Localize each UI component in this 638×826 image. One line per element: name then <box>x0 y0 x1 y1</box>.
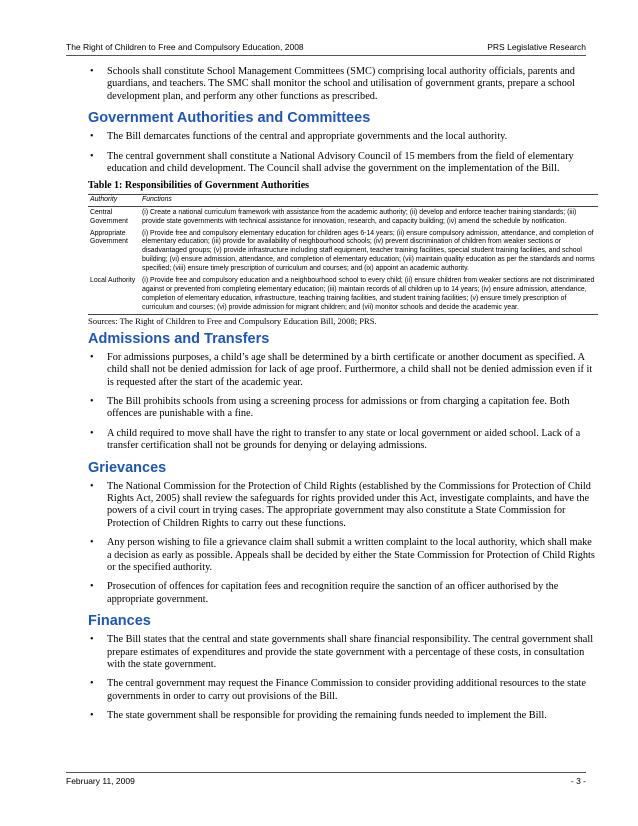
list-item: • For admissions purposes, a child’s age shall be determined by a birth certificate or another document as specified. A child shall not be denied admission for lack of age proof. Furthermore, a child shall not be denied admission even if it is requested after the start of the academic year. <box>88 352 598 389</box>
section-heading-admissions: Admissions and Transfers <box>88 330 270 347</box>
list-item: • Any person wishing to file a grievance claim shall submit a written complaint to the local authority, which shall make a decision as early as possible. Appeals shall be decided by either the State Commission for Protection of Child Rights or the specified authority. <box>88 537 598 574</box>
table-cell-functions: (i) Provide free and compulsory education and a neighbourhood school to every child; (ii) ensure children from weaker sections are not discriminated against or prevented from completing elementary education; (iii) maintain records of all children up to 14 years; (iv) ensure admission, attendance, completion of elementary education, infrastructure, teaching training facilities, and student training facilities; (v) ensure timely prescription of curriculum and courses; (vi) provide admission for migrant children; and (vii) monitor schools and decide the academic year. <box>142 277 595 311</box>
intro-bullet-list <box>88 66 598 103</box>
list-item: • The Bill demarcates functions of the central and appropriate governments and the local authority. <box>88 131 598 143</box>
page-number: - 3 - <box>570 776 586 786</box>
table-caption: Table 1: Responsibilities of Government Authorities <box>88 180 310 192</box>
list-item: • The Bill prohibits schools from using a screening process for admissions or from charging a capitation fee. Both offences are punishable with a fine. <box>88 396 598 421</box>
table-cell-authority: Appropriate Government <box>90 229 128 246</box>
grievances-bullet-list <box>88 481 598 607</box>
table-row <box>88 228 598 276</box>
table-header-functions: Functions <box>140 194 598 206</box>
table-header-authority: Authority <box>88 194 140 206</box>
running-footer <box>66 772 586 786</box>
section-heading-grievances: Grievances <box>88 459 167 476</box>
list-item: • Prosecution of offences for capitation fees and recognition require the sanction of an officer authorised by the appropriate government. <box>88 581 598 606</box>
section-heading-finances: Finances <box>88 613 151 630</box>
table-source-note: Sources: The Right of Children to Free and Compulsory Education Bill, 2008; PRS. <box>88 315 377 326</box>
header-title: The Right of Children to Free and Compulsory Education, 2008 <box>66 42 304 52</box>
section-heading-government: Government Authorities and Committees <box>88 110 371 127</box>
running-header <box>66 42 586 56</box>
header-publisher: PRS Legislative Research <box>487 42 586 52</box>
table-cell-authority: Local Authority <box>90 277 136 285</box>
table-header-row <box>88 194 598 206</box>
table-cell-functions: (i) Create a national curriculum framework with assistance from the academic authority; (ii) develop and enforce teacher training standards; (iii) provide state governments with technical assistance for innovation, research, and capacity building; (iv) amend the schedule by notification. <box>142 208 577 225</box>
table-row <box>88 206 598 227</box>
responsibilities-table <box>88 194 598 315</box>
finances-bullet-list <box>88 634 598 722</box>
page-content <box>88 66 598 730</box>
list-item: • Schools shall constitute School Management Committees (SMC) comprising local authority officials, parents and guardians, and teachers. The SMC shall monitor the school and utilisation of government grants, prepare a school development plan, and perform any other functions as prescribed. <box>88 66 598 103</box>
admissions-bullet-list <box>88 352 598 453</box>
government-bullet-list <box>88 131 598 175</box>
list-item: • The central government may request the Finance Commission to consider providing additional resources to the state governments in order to carry out provisions of the Bill. <box>88 678 598 703</box>
list-item: • The National Commission for the Protection of Child Rights (established by the Commissions for Protection of Child Rights Act, 2005) shall review the safeguards for rights provided under this Act, investigate complaints, and have the powers of a civil court in trying cases. The appropriate government may also constitute a State Commission for Protection of Children Rights to carry out these functions. <box>88 481 598 531</box>
list-item: • The state government shall be responsible for providing the remaining funds needed to implement the Bill. <box>88 710 598 722</box>
list-item: • A child required to move shall have the right to transfer to any state or local government or aided school. Lack of a transfer certification shall not be grounds for denying or delaying admissions. <box>88 428 598 453</box>
list-item: • The Bill states that the central and state governments shall share financial responsibility. The central government shall prepare estimates of expenditures and provide the state government with a percentage of these costs, in consultation with the state government. <box>88 634 598 671</box>
table-cell-functions: (i) Provide free and compulsory elementary education for children ages 6-14 years; (ii) ensure compulsory admission, attendance, and completion of elementary education; (iii) provide for availability of neighbourhood schools; (iv) prevent discrimination of children from weaker sections or disadvantaged groups; (v) provide infrastructure including staff equipment, teacher training facilities, special student training facilities, and school building; (vi) ensure admission, attendance, and completion of elementary education; (vii) maintain quality education as per the standards and norms specified; (viii) ensure timely prescription of curriculum and courses; and (ix) appoint an academic authority. <box>142 229 595 273</box>
table-cell-authority: Central Government <box>90 208 128 225</box>
footer-date: February 11, 2009 <box>66 776 135 786</box>
list-item: • The central government shall constitute a National Advisory Council of 15 members from the field of elementary education and child development. The Council shall advise the government on the implementation of the Bill. <box>88 151 598 176</box>
table-row <box>88 275 598 314</box>
